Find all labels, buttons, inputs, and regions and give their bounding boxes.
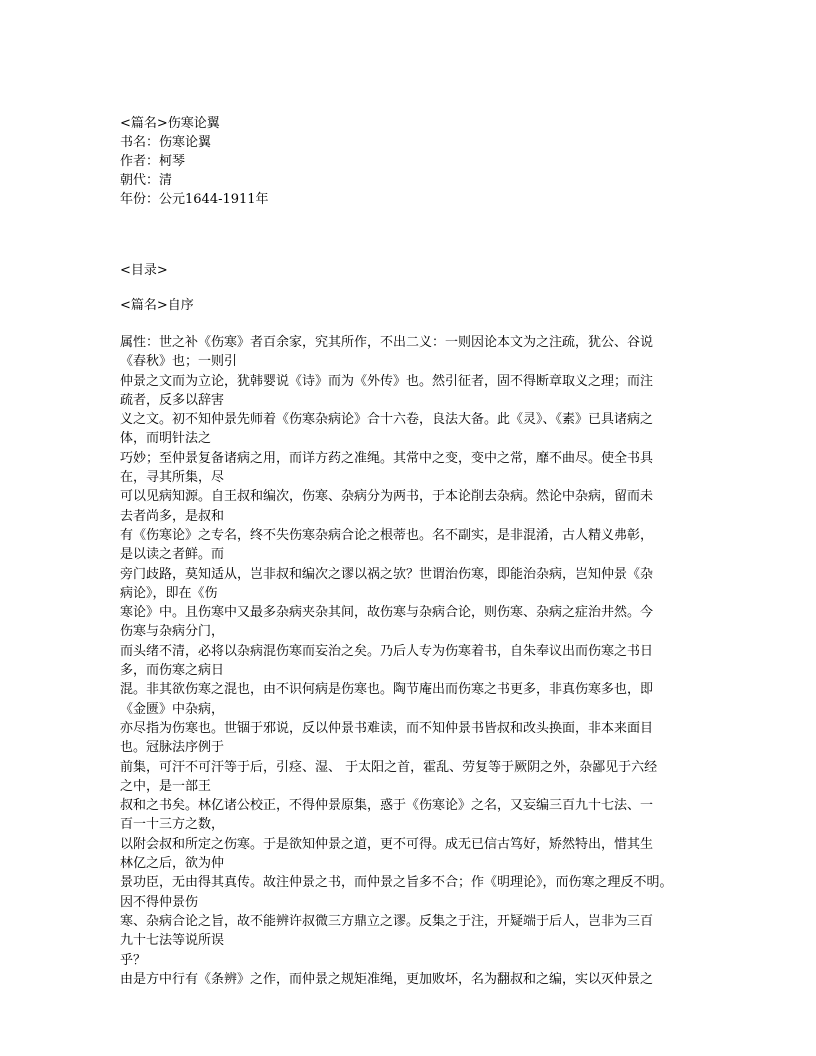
text-line: 混。非其欲伤寒之混也，由不识何病是伤寒也。陶节庵出而伤寒之书更多，非真伤寒多也，即	[120, 682, 654, 698]
text-line: 在，寻其所集，尽	[120, 470, 225, 486]
text-line: 九十七法等说所误	[120, 933, 225, 949]
text-line: 由是方中行有《条辨》之作，而仲景之规矩准绳，更加败坏，名为翻叔和之编，实以灭仲景之	[120, 971, 654, 987]
text-line: 旁门歧路，莫知适从，岂非叔和编次之谬以祸之欤？世谓治伤寒，即能治杂病，岂知仲景《杂	[120, 566, 654, 582]
text-line: 以附会叔和所定之伤寒。于是欲知仲景之道，更不可得。成无已信古笃好，矫然特出，惜其生	[120, 836, 654, 852]
text-line: 叔和之书矣。林亿诸公校正，不得仲景原集，惑于《伤寒论》之名，又妄编三百九十七法、一	[120, 798, 654, 814]
text-line: 前集，可汗不可汗等于后，引痉、湿、 于太阳之首，霍乱、劳复等于厥阴之外，杂鄙见于六经	[120, 759, 658, 775]
toc-heading: <目录>	[120, 263, 168, 278]
text-line: 寒、杂病合论之旨，故不能辨许叔微三方鼎立之谬。反集之于注，开疑端于后人，岂非为三百	[120, 913, 654, 929]
text-line: 属性：世之补《伤寒》者百余家，究其所作，不出二义：一则因论本文为之注疏，犹公、谷说	[120, 335, 654, 350]
book-author: 作者：柯琴	[120, 154, 186, 169]
preface-body	[120, 333, 700, 989]
text-line: 病论》，即在《伤	[120, 585, 218, 601]
book-dynasty: 朝代：清	[120, 173, 173, 188]
text-line: 去者尚多，是叔和	[120, 508, 225, 524]
text-line: 亦尽指为伤寒也。世锢于邪说，反以仲景书难读，而不知仲景书皆叔和改头换面，非本来面目	[120, 720, 654, 736]
text-line: 仲景之文而为立论，犹韩婴说《诗》而为《外传》也。然引征者，固不得断章取义之理；而注	[120, 373, 654, 389]
text-line: 疏者，反多以辞害	[120, 392, 225, 408]
text-line: 有《伤寒论》之专名，终不失伤寒杂病合论之根蒂也。名不副实，是非混淆，古人精义弗彰，	[120, 527, 654, 543]
text-line: 也。冠脉法序例于	[120, 740, 225, 756]
section-title: <篇名>自序	[120, 298, 194, 313]
text-line: 多，而伤寒之病日	[120, 663, 225, 679]
text-line: 体，而明针法之	[120, 431, 212, 447]
text-line: 义之文。初不知仲景先师着《伤寒杂病论》合十六卷，良法大备。此《灵》、《素》已具诸病之	[120, 412, 654, 428]
text-line: 百一十三方之数，	[120, 817, 225, 833]
text-line: 林亿之后，欲为仲	[120, 856, 225, 872]
chapter-tag: <篇名>伤寒论翼	[120, 116, 220, 131]
text-line: 是以读之者鲜。而	[120, 547, 225, 563]
text-line: 寒论》中。且伤寒中又最多杂病夹杂其间，故伤寒与杂病合论，则伤寒、杂病之症治井然。今	[120, 605, 654, 621]
book-years: 年份：公元1644-1911年	[120, 192, 269, 207]
text-line: 《金匮》中杂病，	[120, 701, 225, 717]
text-line: 可以见病知源。自王叔和编次，伤寒、杂病分为两书，于本论削去杂病。然论中杂病，留而未	[120, 489, 654, 505]
text-line: 伤寒与杂病分门，	[120, 624, 225, 640]
text-line: 而头绪不清，必将以杂病混伤寒而妄治之矣。乃后人专为伤寒着书，自朱奉议出而伤寒之书日	[120, 643, 654, 659]
book-metadata	[120, 114, 269, 209]
book-title: 书名：伤寒论翼	[120, 135, 212, 150]
text-line: 《春秋》也；一则引	[120, 354, 238, 370]
text-line: 景功臣，无由得其真传。故注仲景之书，而仲景之旨多不合；作《明理论》，而伤寒之理反不明。	[120, 875, 673, 891]
text-line: 之中，是一部王	[120, 778, 212, 794]
text-line: 因不得仲景伤	[120, 894, 199, 910]
text-line: 巧妙；至仲景复备诸病之用，而详方药之准绳。其常中之变，变中之常，靡不曲尽。使全书具	[120, 450, 654, 466]
text-line: 乎？	[120, 952, 147, 968]
